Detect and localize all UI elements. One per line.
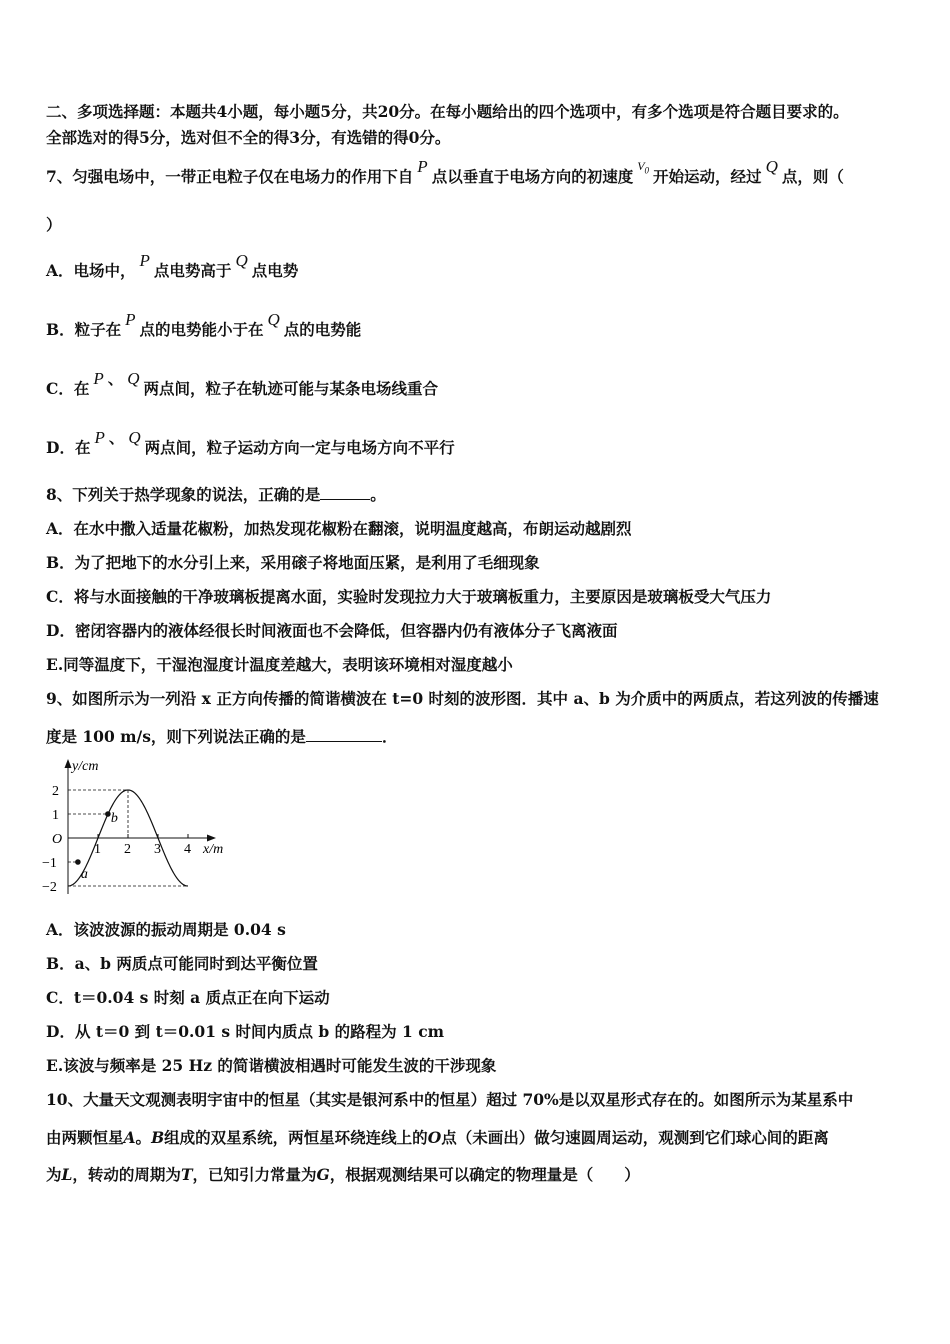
y-tick-label--2: −2 (42, 880, 57, 895)
q7-symbol-q: Q (765, 157, 778, 176)
q8-option-b: B．为了把地下的水分引上来，采用磙子将地面压紧，是利用了毛细现象 (46, 553, 540, 572)
x-axis-label: x/m (203, 842, 224, 857)
q10-line3-b: ，转动的周期为 (72, 1165, 181, 1184)
q9-option-d: D．从 t＝0 到 t＝0.01 s 时间内质点 b 的路程为 1 cm (46, 1022, 445, 1041)
q7-stem-part-b: 点以垂直于电场方向的初速度 (431, 167, 634, 186)
q7-v: V (637, 159, 645, 173)
q7-stem-part-a: 7、匀强电场中，一带正电粒子仅在电场力的作用下自 (46, 167, 414, 186)
q7-option-b (46, 310, 362, 340)
q7-option-b-post: 点的电势能 (283, 320, 362, 339)
q10-line2-a: 由两颗恒星 (46, 1128, 124, 1147)
point-label-b: b (110, 811, 118, 826)
q7-option-a-p: P (139, 251, 150, 270)
q7-option-a-post: 点电势 (251, 261, 299, 280)
q10-line3-a: 为 (46, 1165, 62, 1184)
q7-option-b-p: P (125, 310, 136, 329)
q10-stem-line1: 10、大量天文观测表明宇宙中的恒星（其实是银河系中的恒星）超过 70%是以双星形式存在的。如图所示为某星系中 (46, 1090, 854, 1109)
q10-line3-d: ，根据观测结果可以确定的物理量是（ ） (329, 1165, 640, 1184)
q7-option-c-pre: C．在 (46, 379, 90, 398)
x-tick-label-3: 3 (154, 842, 161, 857)
q7-symbol-p: P (417, 157, 428, 176)
q7-option-a-pre: A．电场中， (46, 261, 136, 280)
q7-option-d (46, 428, 455, 458)
q7-option-b-pre: B．粒子在 (46, 320, 122, 339)
origin-label: O (52, 832, 63, 847)
wave-labels (42, 759, 223, 895)
q7-option-b-q: Q (267, 310, 280, 329)
q7-v-subscript: 0 (644, 165, 650, 176)
q7-stem-close: ） (46, 215, 62, 234)
q8-stem-text: 8、下列关于热学现象的说法，正确的是 (46, 485, 321, 504)
q9-stem-line1: 9、如图所示为一列沿 x 正方向传播的简谐横波在 t=0 时刻的波形图．其中 a、b 为介质中的两质点，若这列波的传播速 (46, 689, 879, 708)
q7-option-d-sep: 、 (108, 428, 125, 447)
q9-option-b: B．a、b 两质点可能同时到达平衡位置 (46, 954, 318, 973)
q7-option-c-p: P (93, 369, 104, 388)
q9-answer-blank (306, 727, 382, 742)
y-tick-label-1: 1 (52, 808, 59, 823)
q7-symbol-v0 (637, 159, 650, 176)
wave-figure (40, 752, 240, 898)
section-header-line2: 全部选对的得5分，选对但不全的得3分，有选错的得0分。 (46, 128, 451, 147)
q7-stem-part-c: 开始运动，经过 (653, 167, 762, 186)
q9-option-e: E.该波与频率是 25 Hz 的简谐横波相遇时可能发生波的干涉现象 (46, 1056, 497, 1075)
q7-option-b-mid: 点的电势能小于在 (139, 320, 264, 339)
q7-option-d-q: Q (128, 428, 141, 447)
q7-option-d-post: 两点间，粒子运动方向一定与电场方向不平行 (144, 438, 455, 457)
q7-option-a-q: Q (235, 251, 248, 270)
q10-line2-b: 。 (135, 1128, 152, 1147)
point-label-a: a (80, 867, 88, 882)
q10-symbol-t: T (180, 1165, 193, 1184)
q8-option-d: D．密闭容器内的液体经很长时间液面也不会降低，但容器内仍有液体分子飞离液面 (46, 621, 618, 640)
x-tick-label-2: 2 (124, 842, 131, 857)
point-b (105, 811, 111, 817)
q10-star-b: B (151, 1128, 165, 1147)
y-tick-label--1: −1 (42, 856, 57, 871)
q7-option-d-pre: D．在 (46, 438, 91, 457)
q9-stem-line2-text: 度是 100 m/s，则下列说法正确的是 (46, 727, 306, 746)
q8-stem-end: 。 (370, 485, 386, 504)
q10-symbol-l: L (61, 1165, 73, 1184)
q10-point-o: O (427, 1128, 442, 1147)
q8-option-e: E.同等温度下，干湿泡湿度计温度差越大，表明该环境相对湿度越小 (46, 655, 513, 674)
q10-symbol-g: G (316, 1165, 330, 1184)
q10-line3-c: ，已知引力常量为 (192, 1165, 317, 1184)
q7-option-c-post: 两点间，粒子在轨迹可能与某条电场线重合 (143, 379, 439, 398)
q7-option-c-sep: 、 (107, 369, 124, 388)
q9-stem-line2 (46, 727, 397, 747)
q10-star-a: A (123, 1128, 136, 1147)
y-tick-label-2: 2 (52, 784, 59, 799)
y-axis-label: y/cm (72, 759, 99, 774)
q7-stem (46, 157, 844, 192)
q8-option-c: C．将与水面接触的干净玻璃板提离水面，实验时发现拉力大于玻璃板重力，主要原因是玻璃板受大气压力 (46, 587, 772, 606)
x-axis-arrow (207, 835, 216, 842)
q8-option-a: A．在水中撒入适量花椒粉，加热发现花椒粉在翻滚，说明温度越高，布朗运动越剧烈 (46, 519, 632, 538)
q8-stem (46, 485, 386, 505)
q7-option-c-q: Q (127, 369, 140, 388)
section-header-line1: 二、多项选择题：本题共4小题，每小题5分，共20分。在每小题给出的四个选项中，有多个选项是符合题目要求的。 (46, 102, 849, 121)
q10-stem-line3 (46, 1165, 640, 1185)
q7-stem-part-d: 点，则（ (781, 167, 844, 186)
x-tick-label-4: 4 (184, 842, 191, 857)
q9-option-a: A．该波波源的振动周期是 0.04 s (46, 920, 286, 939)
q10-line2-d: 点（未画出）做匀速圆周运动，观测到它们球心间的距离 (441, 1128, 829, 1147)
q7-option-d-p: P (94, 428, 105, 447)
q7-option-a (46, 251, 299, 281)
q9-option-c: C．t＝0.04 s 时刻 a 质点正在向下运动 (46, 988, 330, 1007)
q7-option-a-mid: 点电势高于 (153, 261, 232, 280)
point-a (75, 859, 81, 865)
q10-line2-c: 组成的双星系统，两恒星环绕连线上的 (164, 1128, 428, 1147)
q9-stem-line2-end: ． (381, 727, 398, 746)
x-tick-label-1: 1 (94, 842, 101, 857)
q7-option-c (46, 369, 439, 399)
q10-stem-line2 (46, 1128, 829, 1148)
q8-answer-blank (320, 485, 370, 500)
y-axis-arrow (65, 759, 72, 768)
